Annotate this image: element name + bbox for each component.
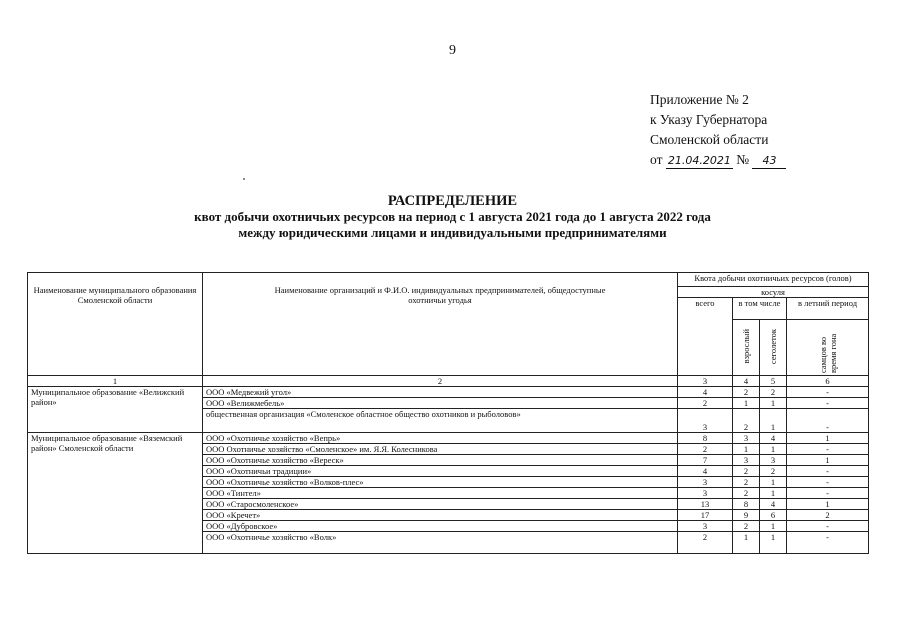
quota-total: 2 <box>678 532 733 554</box>
num-value: 43 <box>752 154 786 169</box>
quota-adult: 2 <box>733 488 760 499</box>
page-number: 9 <box>449 43 456 58</box>
num-label: № <box>736 152 750 167</box>
quota-summer: - <box>787 477 869 488</box>
quota-total: 3 <box>678 488 733 499</box>
quota-young: 1 <box>760 477 787 488</box>
municipality-name: Муниципальное образование «Вяземский район» Смоленской области <box>28 433 203 554</box>
quota-summer: - <box>787 444 869 455</box>
header-young: сеголеток <box>768 328 778 365</box>
quota-summer: - <box>787 521 869 532</box>
col-number-6: 6 <box>787 376 869 387</box>
quota-young: 1 <box>760 398 787 409</box>
quota-young: 1 <box>760 532 787 554</box>
quota-total: 3 <box>678 409 733 433</box>
table-row <box>28 433 869 444</box>
quota-adult: 3 <box>733 433 760 444</box>
header-males: самцов во время гона <box>817 333 838 373</box>
quota-adult: 9 <box>733 510 760 521</box>
quota-adult: 1 <box>733 398 760 409</box>
col-number-3: 3 <box>678 376 733 387</box>
quota-adult: 2 <box>733 409 760 433</box>
appendix-line-2: к Указу Губернатора <box>650 112 768 127</box>
quota-young: 2 <box>760 466 787 477</box>
date-value: 21.04.2021 <box>667 154 731 167</box>
title-line-2: квот добычи охотничьих ресурсов на период с 1 августа 2021 года до 1 августа 2022 года <box>194 209 711 224</box>
quota-total: 3 <box>678 477 733 488</box>
quota-total: 4 <box>678 387 733 398</box>
date-prefix: от <box>650 152 663 167</box>
document-title <box>0 193 905 241</box>
quota-table-wrapper <box>27 272 869 554</box>
quota-summer: 2 <box>787 510 869 521</box>
header-adult: взрослый <box>741 329 751 364</box>
quota-young: 1 <box>760 521 787 532</box>
col-number-1: 1 <box>28 376 203 387</box>
quota-total: 2 <box>678 398 733 409</box>
quota-young: 1 <box>760 409 787 433</box>
appendix-date-line <box>650 150 786 170</box>
quota-adult: 3 <box>733 455 760 466</box>
org-name: ООО «Велижмебель» <box>203 398 678 409</box>
col-number-5: 5 <box>760 376 787 387</box>
appendix-line-1: Приложение № 2 <box>650 92 749 107</box>
quota-summer: 1 <box>787 499 869 510</box>
org-name: ООО «Охотничье хозяйство «Вереск» <box>203 455 678 466</box>
org-name: общественная организация «Смоленское областное общество охотников и рыболовов» <box>203 409 678 433</box>
quota-summer: - <box>787 488 869 499</box>
quota-table <box>27 272 869 554</box>
org-name: ООО «Охотничье хозяйство «Вепрь» <box>203 433 678 444</box>
header-organization: Наименование организаций и Ф.И.О. индивидуальных предпринимателей, общедоступные охотничьи угодья <box>203 273 678 376</box>
quota-adult: 8 <box>733 499 760 510</box>
title-line-1: РАСПРЕДЕЛЕНИЕ <box>387 193 518 209</box>
scan-speck <box>243 178 245 180</box>
quota-summer: 1 <box>787 455 869 466</box>
col-number-4: 4 <box>733 376 760 387</box>
quota-total: 13 <box>678 499 733 510</box>
quota-summer: - <box>787 466 869 477</box>
quota-summer: - <box>787 398 869 409</box>
header-summer: в летний период <box>787 298 869 320</box>
header-incl: в том числе <box>733 298 787 320</box>
header-quota: Квота добычи охотничьих ресурсов (голов) <box>678 273 869 287</box>
org-name: ООО «Старосмоленское» <box>203 499 678 510</box>
org-name: ООО «Дубровское» <box>203 521 678 532</box>
quota-total: 3 <box>678 521 733 532</box>
table-row <box>28 387 869 398</box>
org-name: ООО Охотничье хозяйство «Смоленское» им. Я.Я. Колесникова <box>203 444 678 455</box>
org-name: ООО «Охотничье хозяйство «Волков-плес» <box>203 477 678 488</box>
quota-young: 2 <box>760 387 787 398</box>
title-line-3: между юридическими лицами и индивидуальными предпринимателями <box>238 225 667 240</box>
quota-summer: 1 <box>787 433 869 444</box>
quota-adult: 2 <box>733 521 760 532</box>
col-number-2: 2 <box>203 376 678 387</box>
quota-total: 7 <box>678 455 733 466</box>
quota-total: 8 <box>678 433 733 444</box>
quota-young: 3 <box>760 455 787 466</box>
quota-adult: 2 <box>733 466 760 477</box>
quota-total: 17 <box>678 510 733 521</box>
header-species: косуля <box>678 287 869 298</box>
quota-total: 4 <box>678 466 733 477</box>
quota-adult: 2 <box>733 387 760 398</box>
appendix-line-3: Смоленской области <box>650 132 769 147</box>
quota-summer: - <box>787 387 869 398</box>
quota-young: 1 <box>760 488 787 499</box>
quota-adult: 1 <box>733 444 760 455</box>
municipality-name: Муниципальное образование «Велижский район» <box>28 387 203 433</box>
appendix-block <box>650 90 786 170</box>
quota-summer: - <box>787 409 869 433</box>
quota-young: 1 <box>760 444 787 455</box>
org-name: ООО «Тинтел» <box>203 488 678 499</box>
quota-young: 4 <box>760 499 787 510</box>
quota-summer: - <box>787 532 869 554</box>
org-name: ООО «Охотничьи традиции» <box>203 466 678 477</box>
header-total: всего <box>678 298 733 376</box>
quota-adult: 2 <box>733 477 760 488</box>
quota-young: 4 <box>760 433 787 444</box>
quota-adult: 1 <box>733 532 760 554</box>
org-name: ООО «Охотничье хозяйство «Волк» <box>203 532 678 554</box>
quota-young: 6 <box>760 510 787 521</box>
header-municipality: Наименование муниципального образования Смоленской области <box>28 273 203 376</box>
org-name: ООО «Кречет» <box>203 510 678 521</box>
org-name: ООО «Медвежий угол» <box>203 387 678 398</box>
quota-total: 2 <box>678 444 733 455</box>
